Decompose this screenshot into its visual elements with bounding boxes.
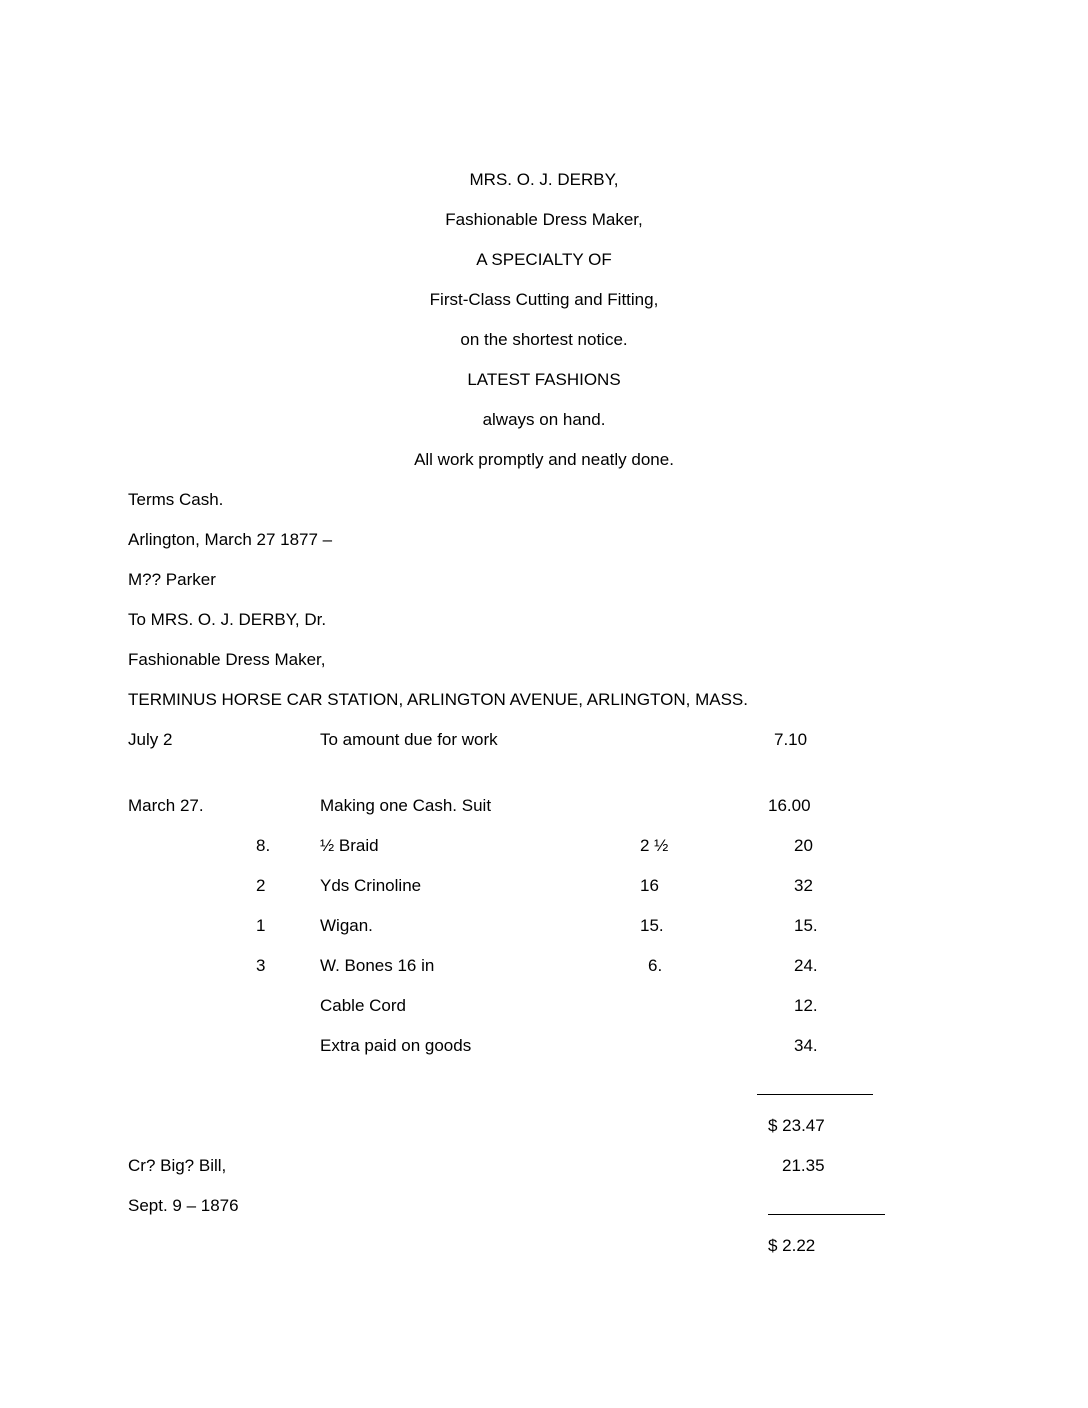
entry-date: March 27. [128,796,204,815]
entry-amount: 7.10 [774,730,808,749]
address-line: TERMINUS HORSE CAR STATION, ARLINGTON AVENUE, ARLINGTON, MASS. [128,690,748,709]
item-description: Wigan. [320,916,373,935]
entry-description: To amount due for work [320,730,498,749]
entry-amount: 16.00 [768,796,811,815]
billhead-trade: Fashionable Dress Maker, [128,650,326,669]
place-date-line: Arlington, March 27 1877 – [128,530,333,549]
item-amount: 24. [794,956,818,975]
credit-label: Cr? Big? Bill, [128,1156,227,1175]
subtotal-amount: $ 23.47 [768,1116,825,1135]
item-description: Cable Cord [320,996,406,1015]
item-description: Yds Crinoline [320,876,422,895]
item-rate: 16 [640,876,659,895]
customer-name: M?? Parker [128,570,216,589]
item-description: W. Bones 16 in [320,956,435,975]
balance-amount: $ 2.22 [768,1236,816,1255]
item-amount: 34. [794,1036,818,1055]
fashions-line: LATEST FASHIONS [467,370,621,389]
trade-title: Fashionable Dress Maker, [445,210,643,229]
item-rate: 2 ½ [640,836,669,855]
on-hand-line: always on hand. [482,410,606,429]
balance-rule [768,1214,885,1215]
item-rate: 15. [640,916,664,935]
specialty-intro: A SPECIALTY OF [476,250,612,269]
promise-line: All work promptly and neatly done. [414,450,674,469]
item-rate: 6. [648,956,663,975]
entry-description: Making one Cash. Suit [320,796,492,815]
item-description: Extra paid on goods [320,1036,472,1055]
item-qty: 1 [256,916,266,935]
item-description: ½ Braid [320,836,379,855]
item-amount: 15. [794,916,818,935]
credit-amount: 21.35 [782,1156,825,1175]
subtotal-rule [757,1094,873,1095]
item-amount: 32 [794,876,813,895]
item-qty: 2 [256,876,266,895]
terms-line: Terms Cash. [128,490,224,509]
specialty-line: First-Class Cutting and Fitting, [429,290,659,309]
notice-line: on the shortest notice. [460,330,628,349]
credit-date: Sept. 9 – 1876 [128,1196,239,1215]
proprietor-name: MRS. O. J. DERBY, [469,170,619,189]
item-amount: 20 [794,836,813,855]
item-amount: 12. [794,996,818,1015]
entry-date: July 2 [128,730,173,749]
to-line: To MRS. O. J. DERBY, Dr. [128,610,327,629]
item-qty: 8. [256,836,271,855]
item-qty: 3 [256,956,266,975]
